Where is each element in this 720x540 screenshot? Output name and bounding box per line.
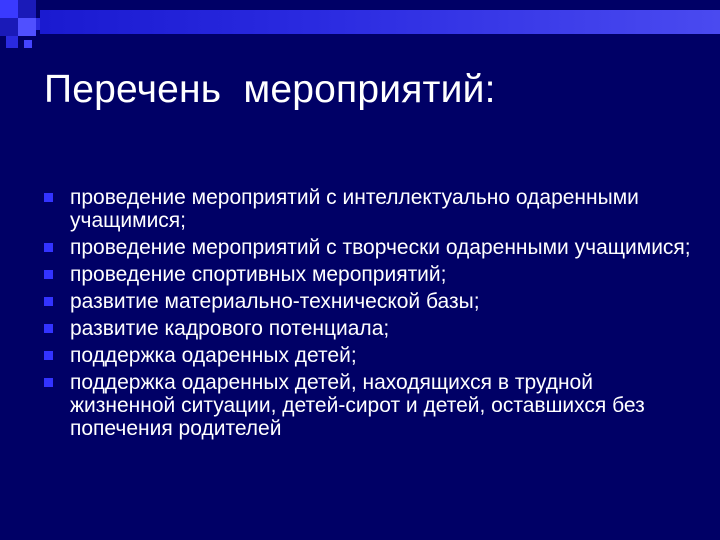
slide-title: Перечень мероприятий: xyxy=(44,68,496,111)
corner-square-decoration xyxy=(18,18,36,36)
list-item xyxy=(44,290,694,313)
corner-square-decoration xyxy=(0,0,18,18)
square-bullet-icon xyxy=(44,378,53,387)
list-item xyxy=(44,236,694,259)
square-bullet-icon xyxy=(44,324,53,333)
list-item-text: развитие кадрового потенциала; xyxy=(70,317,390,340)
list-item-text: проведение спортивных мероприятий; xyxy=(70,263,447,286)
list-item xyxy=(44,371,694,440)
header-bar-decoration xyxy=(40,10,720,34)
corner-square-decoration xyxy=(18,0,36,18)
list-item xyxy=(44,344,694,367)
corner-square-decoration xyxy=(24,40,32,48)
square-bullet-icon xyxy=(44,297,53,306)
list-item xyxy=(44,186,694,232)
list-item-text: поддержка одаренных детей, находящихся в трудной жизненной ситуации, детей-сирот и детей, оставшихся без попечения родителей xyxy=(70,371,645,440)
bullet-list xyxy=(44,186,694,444)
square-bullet-icon xyxy=(44,351,53,360)
list-item-text: проведение мероприятий с творчески одаренными учащимися; xyxy=(70,236,691,259)
corner-square-decoration xyxy=(6,36,18,48)
list-item-text: проведение мероприятий с интеллектуально одаренными учащимися; xyxy=(70,186,639,232)
list-item xyxy=(44,317,694,340)
list-item-text: поддержка одаренных детей; xyxy=(70,344,357,367)
corner-square-decoration xyxy=(0,18,18,36)
square-bullet-icon xyxy=(44,270,53,279)
square-bullet-icon xyxy=(44,243,53,252)
list-item-text: развитие материально-технической базы; xyxy=(70,290,480,313)
square-bullet-icon xyxy=(44,193,53,202)
list-item xyxy=(44,263,694,286)
